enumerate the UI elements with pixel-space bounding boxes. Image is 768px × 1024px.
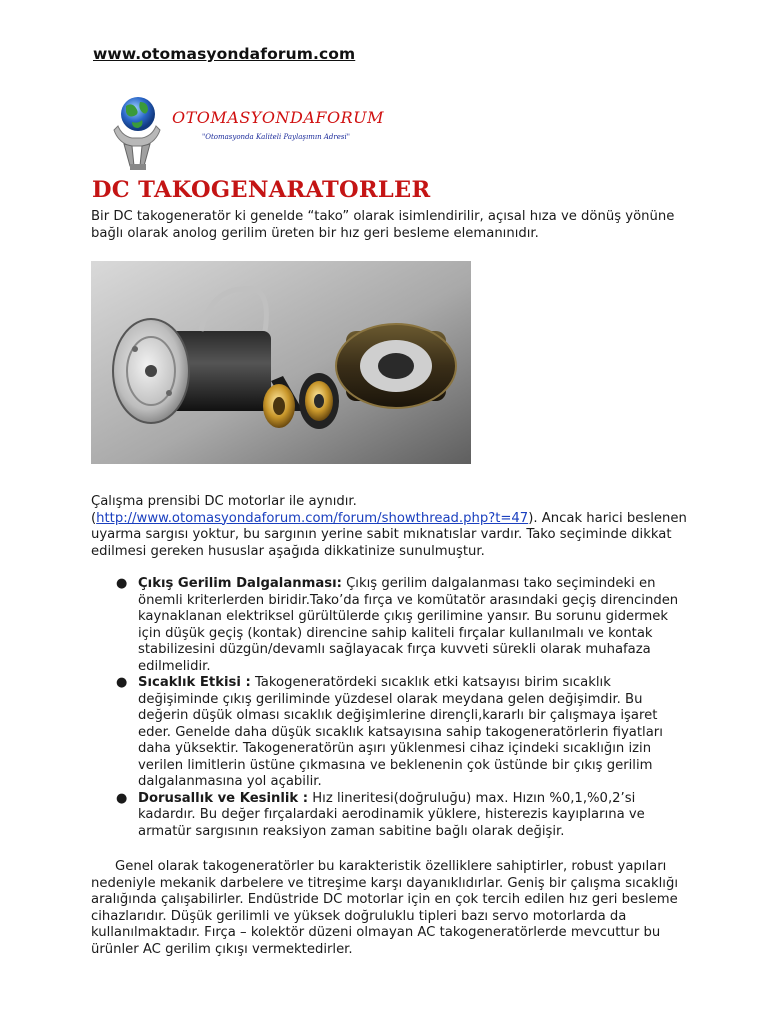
criterion-term: Dorusallık ve Kesinlik : xyxy=(138,790,309,806)
principle-paragraph xyxy=(91,494,691,560)
list-item xyxy=(116,675,690,791)
tachogenerator-photo xyxy=(91,261,471,464)
forum-logo xyxy=(110,94,400,172)
list-item xyxy=(116,576,690,675)
forum-thread-link[interactable]: http://www.otomasyondaforum.com/forum/showthread.php?t=47 xyxy=(96,510,529,526)
list-item xyxy=(116,790,690,841)
principle-text-after: ). Ancak harici beslenen uyarma sargısı yoktur, bu sargının yerine sabit mıknatıslar vardır. Tako seçiminde dikkat edilmesi gereken hususlar aşağıda dikkatinize sunulmuştur. xyxy=(91,510,687,559)
criterion-term: Çıkış Gerilim Dalgalanması: xyxy=(138,576,342,591)
logo-title: OTOMASYONDAFORUM xyxy=(172,108,384,127)
criterion-text: Hız lineritesi(doğruluğu) max. Hızın %0,1,%0,2’si kadardır. Bu değer fırçalardaki aerodinamik yüklere, histerezis kayıplarına ve armatür sargısının reaksiyon zaman sabitine bağlı olarak değişir. xyxy=(138,790,645,839)
logo-slogan: "Otomasyonda Kaliteli Paylaşımın Adresi" xyxy=(202,133,350,141)
criterion-term: Sıcaklık Etkisi : xyxy=(138,675,251,690)
page-title: DC TAKOGENARATORLER xyxy=(92,177,431,203)
summary-paragraph: Genel olarak takogeneratörler bu karakteristik özelliklere sahiptirler, robust yapıları nedeniyle mekanik darbelere ve titreşime karşı dayanıklıdırlar. Geniş bir çalışma sıcaklığı aralığında çalışabilirler. Endüstride DC motorlar için en çok tercih edilen hız geri besleme cihazlarıdır. Düşük gerilimli ve yüksek doğruluklu tipleri bazı servo motorlarda da kullanılmaktadır. Fırça – kolektör düzeni olmayan AC takogeneratörlerde mevcuttur bu ürünler AC gerilim çıkışı vermektedirler. xyxy=(91,859,679,957)
intro-paragraph: Bir DC takogeneratör ki genelde “tako” olarak isimlendirilir, açısal hıza ve dönüş yönüne bağlı olarak anolog gerilim üreten bir hız geri besleme elemanınıdır. xyxy=(91,209,675,241)
criterion-text: Çıkış gerilim dalgalanması tako seçimindeki en önemli kriterlerden biridir.Tako’da fırça ve komütatör arasındaki geçiş direncinden kaynaklanan elektriksel gürültülerde çıkış gerilimine yansır. Bu sorunu gidermek için düşük geçiş (kontak) direncine sahip kaliteli fırçalar kullanılmalı ve kontak stabilizesini düzgün/devamlı sağlayacak fırça kuvveti sürekli olarak muhafaza edilmelidir. xyxy=(138,576,679,674)
bullet-icon: ● xyxy=(116,675,128,690)
bullet-icon: ● xyxy=(116,576,128,591)
site-url-link[interactable]: www.otomasyondaforum.com xyxy=(93,45,356,63)
selection-criteria-list xyxy=(116,576,690,840)
bullet-icon: ● xyxy=(116,790,128,806)
globe-hands-icon xyxy=(110,94,180,172)
criterion-text: Takogeneratördeki sıcaklık etki katsayısı birim sıcaklık değişiminde çıkış geriliminde yüzdesel olarak meydana gelen değişimdir. Bu değerin düşük olması sıcaklık değişimlerine dirençli,kararlı bir çalışmaya işaret eder. Genelde daha düşük sıcaklık katsayısına sahip takogeneratörlerin fiyatları daha yüksektir. Takogeneratörün aşırı yüklenmesi cihaz içindeki sıcaklığın izin verilen limitlerin üstüne çıkmasına ve beklenenin çok üstünde bir çıkış gerilim dalgalanmasına yol açabilir. xyxy=(138,675,663,789)
principle-text-before: Çalışma prensibi DC motorlar ile aynıdır. ( xyxy=(91,494,357,526)
